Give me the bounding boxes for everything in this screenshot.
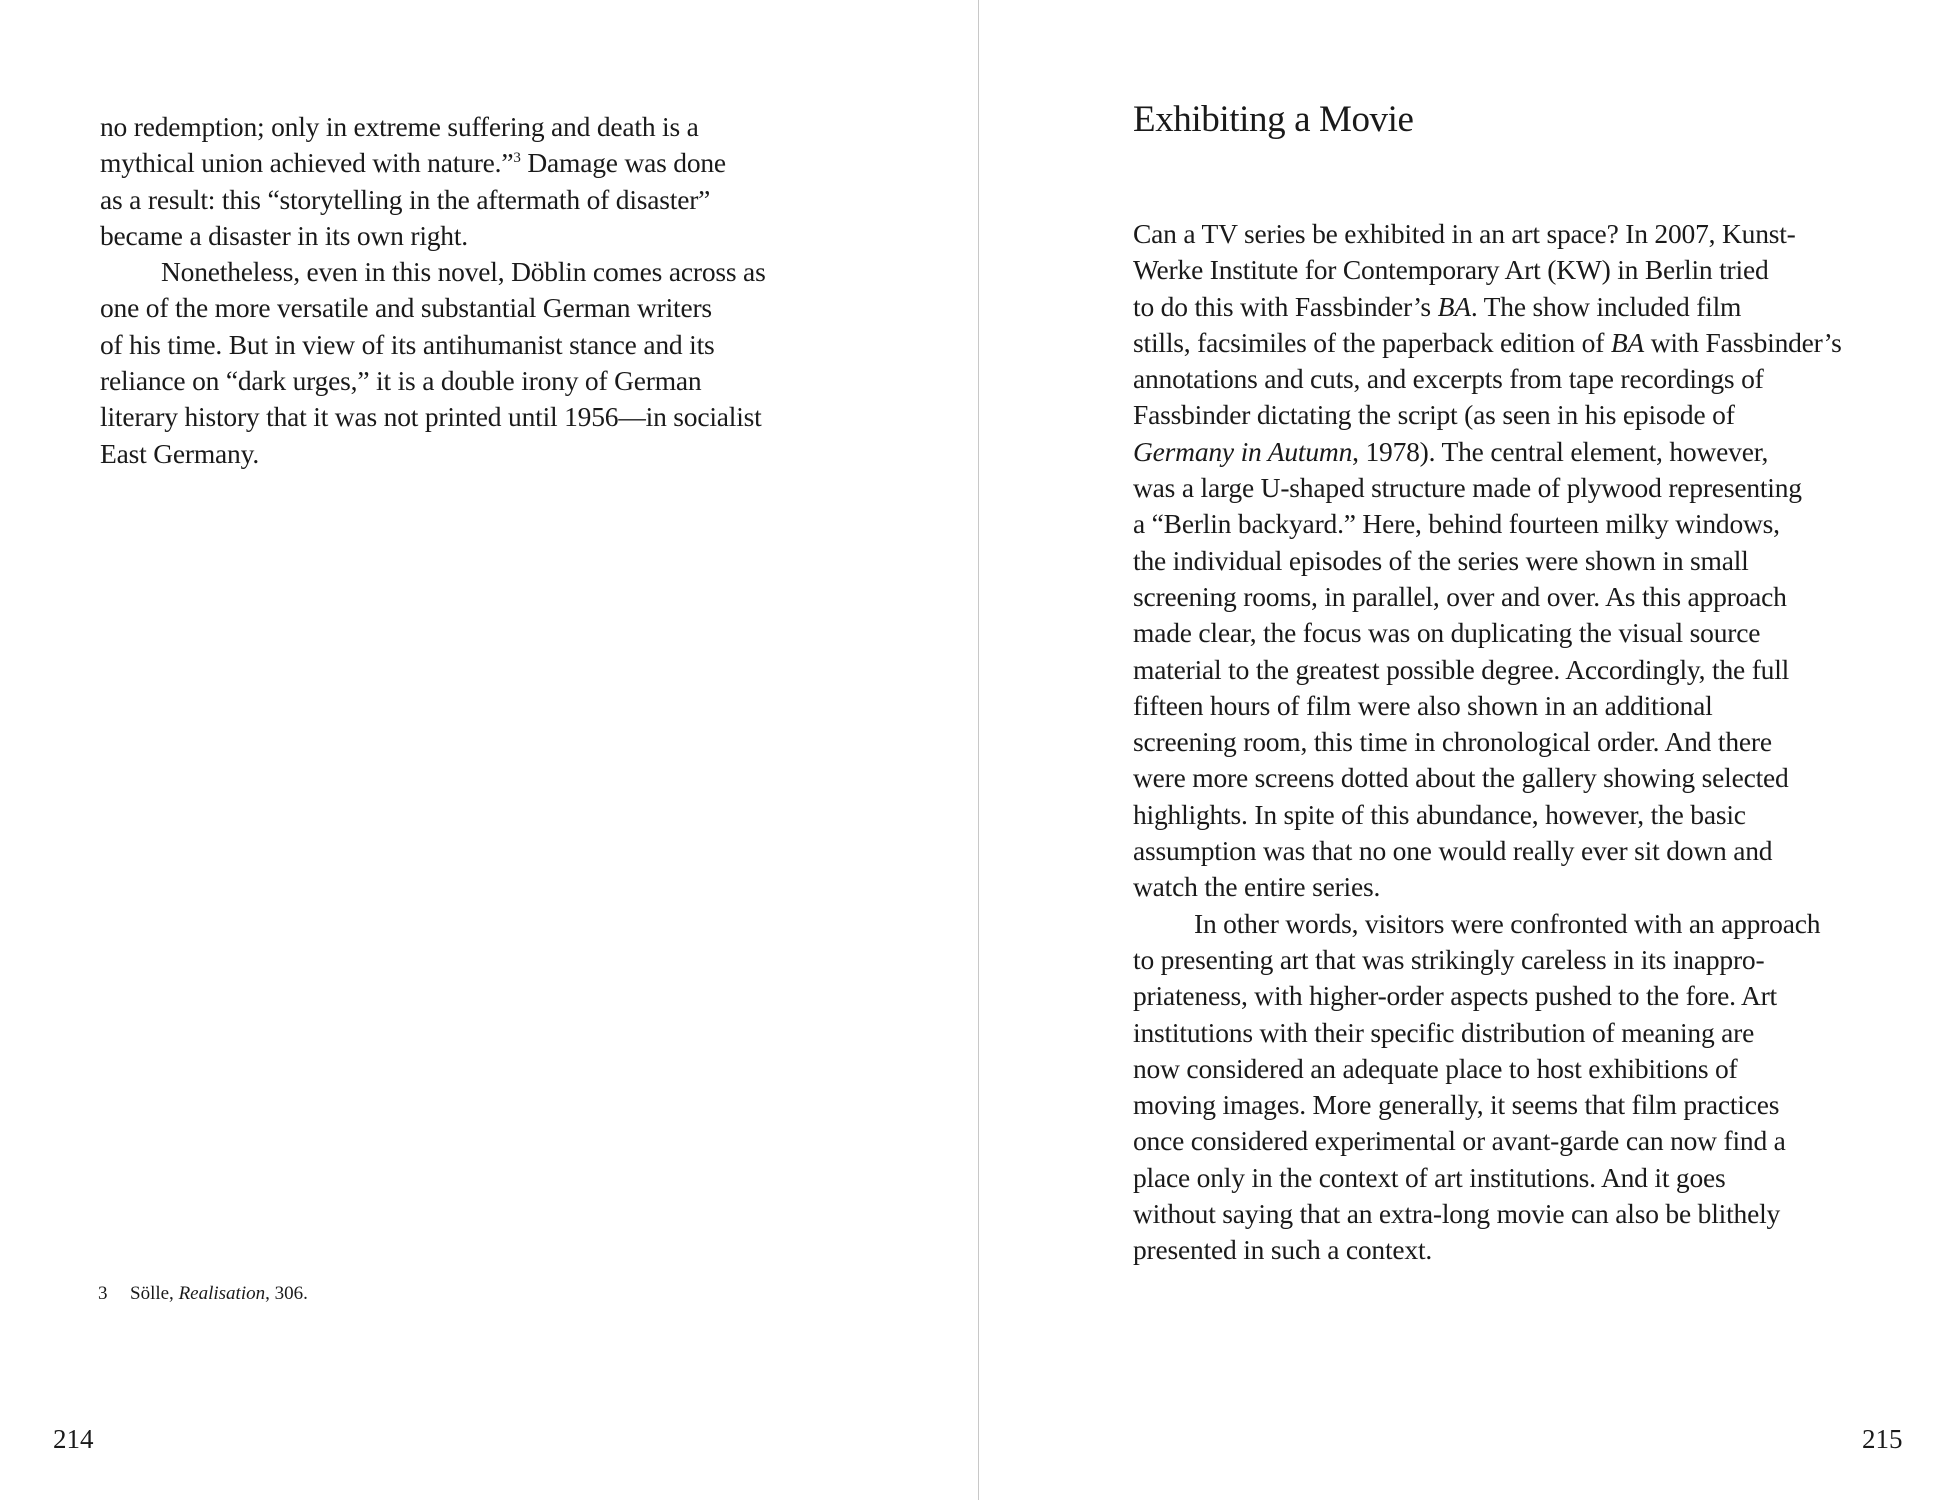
text-segment: . The show included film	[1470, 290, 1742, 322]
text-line: Can a TV series be exhibited in an art space? In 2007, Kunst-	[1133, 218, 1796, 249]
text-line	[1133, 325, 1893, 361]
text-line: presented in such a context.	[1133, 1234, 1433, 1266]
footnote	[98, 1283, 308, 1305]
text-line: to presenting art that was strikingly careless in its inappro-	[1133, 943, 1765, 975]
text-segment: with Fassbinder’s	[1644, 326, 1842, 358]
text-line: material to the greatest possible degree. Accordingly, the full	[1133, 653, 1790, 685]
text-line: were more screens dotted about the gallery showing selected	[1133, 762, 1789, 794]
text-line: as a result: this “storytelling in the aftermath of disaster”	[100, 183, 711, 215]
text-line: now considered an adequate place to host exhibitions of	[1133, 1052, 1738, 1084]
section-title: Exhibiting a Movie	[1133, 99, 1414, 140]
text-line: highlights. In spite of this abundance, however, the basic	[1133, 798, 1746, 830]
text-line: without saying that an extra-long movie can also be blithely	[1133, 1198, 1781, 1230]
text-line: priateness, with higher-order aspects pushed to the fore. Art	[1133, 980, 1778, 1012]
italic-title: BA	[1610, 326, 1645, 358]
text-line: moving images. More generally, it seems that film practices	[1133, 1089, 1780, 1121]
footnote-author: Sölle,	[130, 1283, 179, 1304]
page-number-right: 215	[1862, 1424, 1903, 1454]
text-line: once considered experimental or avant-garde can now find a	[1133, 1125, 1786, 1157]
text-segment: Damage was done	[520, 147, 726, 179]
text-line: Nonetheless, even in this novel, Döblin comes across as	[161, 256, 766, 288]
text-line: screening rooms, in parallel, over and over. As this approach	[1133, 580, 1787, 612]
text-line: annotations and cuts, and excerpts from tape recordings of	[1133, 363, 1764, 395]
text-line: was a large U-shaped structure made of plywood representing	[1133, 472, 1802, 504]
footnote-reference[interactable]: 3	[513, 150, 521, 167]
page-gutter-divider	[978, 0, 979, 1500]
text-line	[100, 145, 840, 181]
page-number-left: 214	[53, 1424, 94, 1454]
footnote-number: 3	[98, 1283, 108, 1304]
text-segment: stills, facsimiles of the paperback edition of	[1133, 326, 1611, 358]
text-line: a “Berlin backyard.” Here, behind fourteen milky windows,	[1133, 508, 1780, 540]
italic-title: Germany in Autumn	[1133, 435, 1353, 467]
text-line: Fassbinder dictating the script (as seen in his episode of	[1133, 399, 1735, 431]
text-line: no redemption; only in extreme suffering and death is a	[100, 111, 699, 142]
text-line: reliance on “dark urges,” it is a double irony of German	[100, 365, 702, 397]
right-page-body	[1133, 96, 1893, 1269]
text-line: Werke Institute for Contemporary Art (KW) in Berlin tried	[1133, 254, 1769, 286]
text-line: literary history that it was not printed until 1956—in socialist	[100, 401, 762, 433]
text-line: In other words, visitors were confronted with an approach	[1194, 907, 1821, 939]
text-line: watch the entire series.	[1133, 871, 1381, 903]
text-line	[1133, 434, 1893, 470]
text-line: East Germany.	[100, 437, 260, 469]
footnote-page: , 306.	[265, 1283, 308, 1304]
text-line: one of the more versatile and substantial German writers	[100, 292, 712, 324]
italic-title: BA	[1437, 290, 1471, 322]
text-segment: mythical union achieved with nature.”	[100, 147, 514, 179]
text-line: of his time. But in view of its antihumanist stance and its	[100, 328, 715, 360]
text-line: screening room, this time in chronological order. And there	[1133, 726, 1772, 758]
footnote-title: Realisation	[178, 1283, 266, 1304]
text-line: place only in the context of art institutions. And it goes	[1133, 1161, 1726, 1193]
text-line: the individual episodes of the series were shown in small	[1133, 544, 1749, 576]
text-line: assumption was that no one would really ever sit down and	[1133, 835, 1773, 867]
left-page-body	[100, 109, 840, 472]
text-line: institutions with their specific distribution of meaning are	[1133, 1016, 1755, 1048]
text-segment: , 1978). The central element, however,	[1352, 435, 1769, 467]
text-segment: to do this with Fassbinder’s	[1133, 290, 1438, 322]
text-line: made clear, the focus was on duplicating the visual source	[1133, 617, 1761, 649]
text-line: fifteen hours of film were also shown in an additional	[1133, 689, 1713, 721]
text-line	[1133, 289, 1893, 325]
text-line: became a disaster in its own right.	[100, 219, 468, 251]
